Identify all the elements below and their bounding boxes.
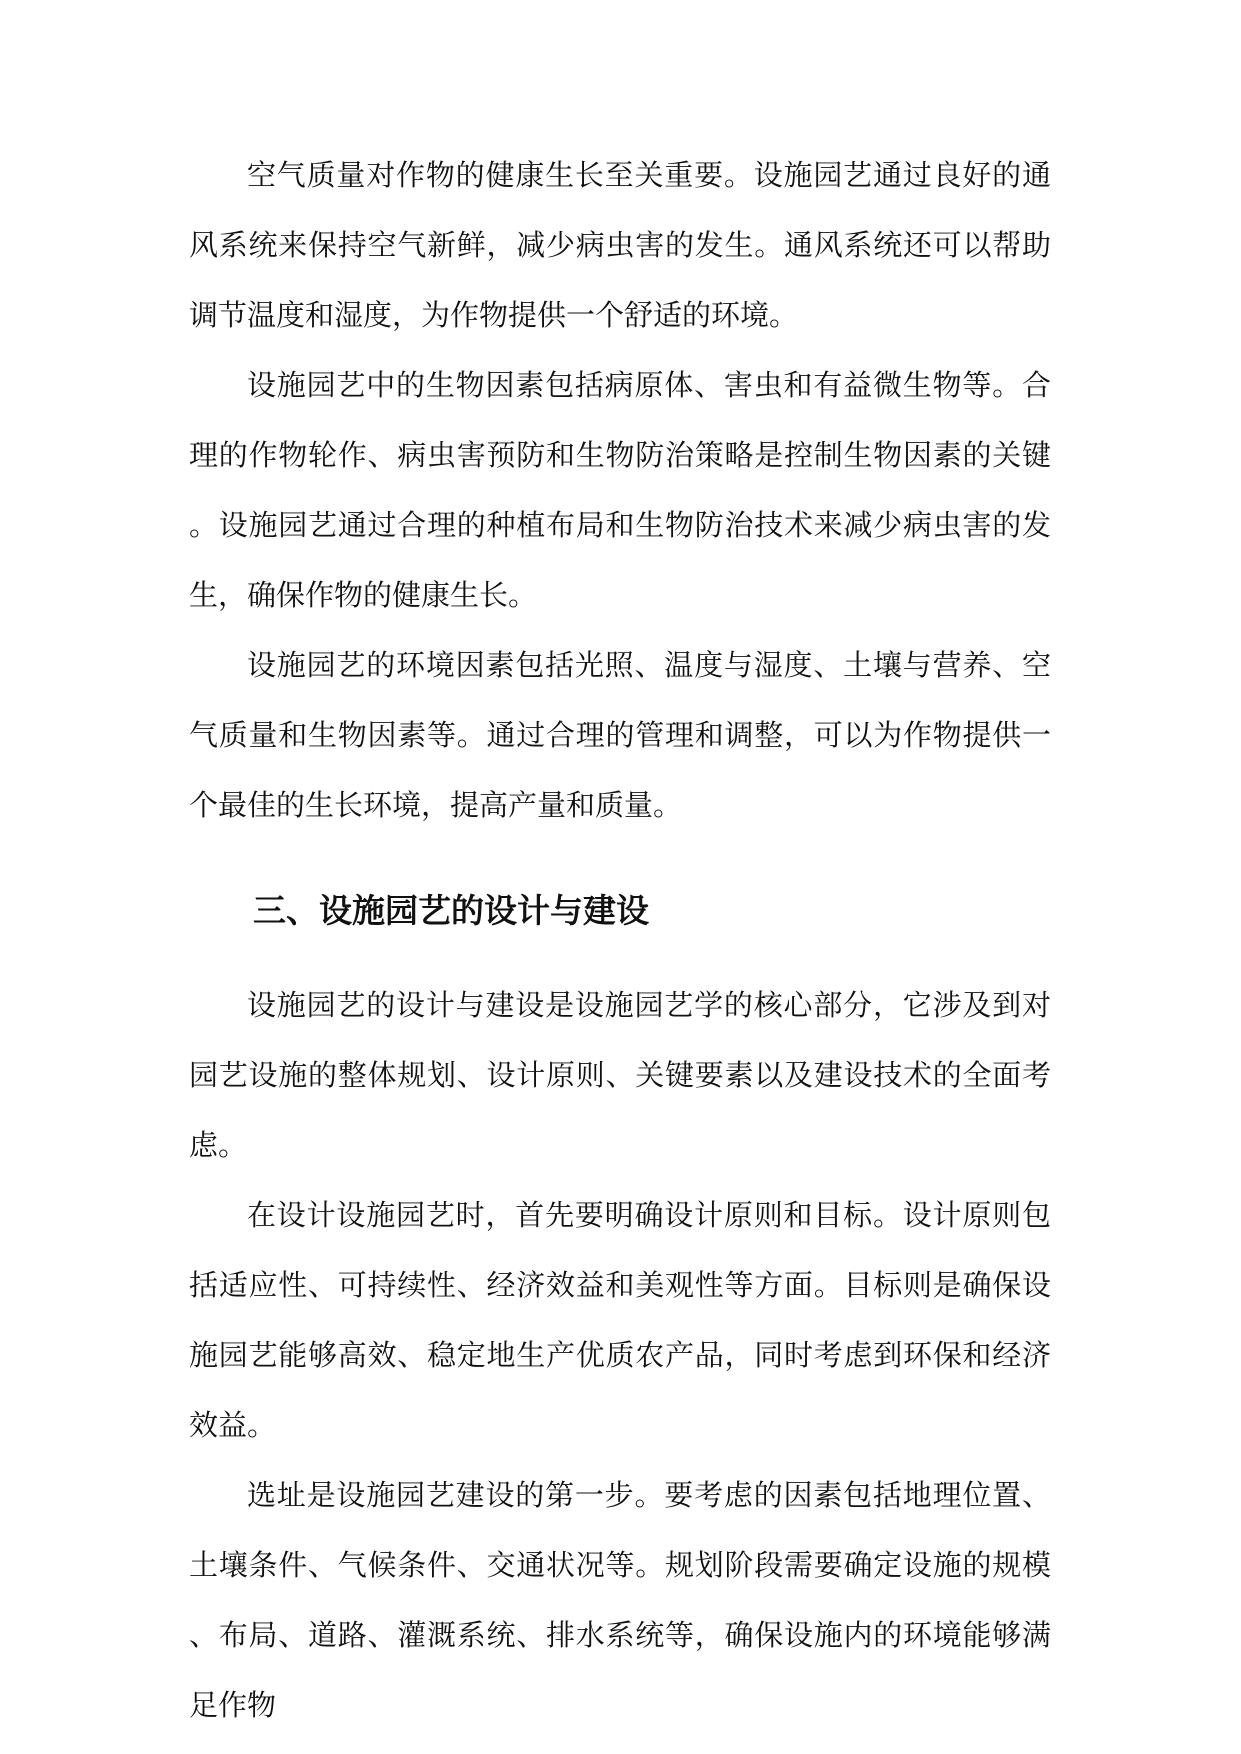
paragraph-environment-summary: 设施园艺的环境因素包括光照、温度与湿度、土壤与营养、空气质量和生物因素等。通过合理的管理和调整，可以为作物提供一个最佳的生长环境，提高产量和质量。: [189, 648, 1051, 822]
paragraph-site-selection: 选址是设施园艺建设的第一步。要考虑的因素包括地理位置、土壤条件、气候条件、交通状况等。规划阶段需要确定设施的规模、布局、道路、灌溉系统、排水系统等，确保设施内的环境能够满足作物: [189, 1478, 1051, 1722]
paragraph-design-overview: 设施园艺的设计与建设是设施园艺学的核心部分，它涉及到对园艺设施的整体规划、设计原则、关键要素以及建设技术的全面考虑。: [189, 988, 1051, 1162]
paragraph-design-principles: 在设计设施园艺时，首先要明确设计原则和目标。设计原则包括适应性、可持续性、经济效益和美观性等方面。目标则是确保设施园艺能够高效、稳定地生产优质农产品，同时考虑到环保和经济效益。: [189, 1198, 1051, 1442]
paragraph-biological-factors: 设施园艺中的生物因素包括病原体、害虫和有益微生物等。合理的作物轮作、病虫害预防和生物防治策略是控制生物因素的关键。设施园艺通过合理的种植布局和生物防治技术来减少病虫害的发生，确保作物的健康生长。: [189, 368, 1051, 612]
document-body: [189, 140, 1051, 1740]
paragraph-air-quality: 空气质量对作物的健康生长至关重要。设施园艺通过良好的通风系统来保持空气新鲜，减少病虫害的发生。通风系统还可以帮助调节温度和湿度，为作物提供一个舒适的环境。: [189, 158, 1051, 332]
section-heading: 三、设施园艺的设计与建设: [253, 891, 649, 930]
